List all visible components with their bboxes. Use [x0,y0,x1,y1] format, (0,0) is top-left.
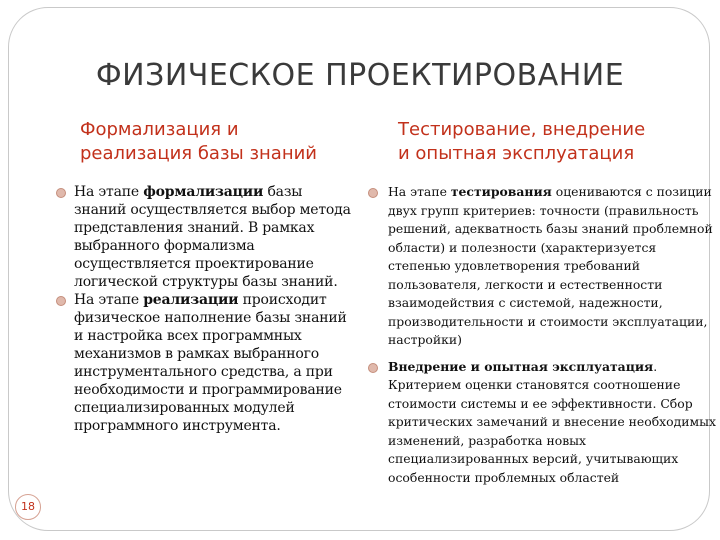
bullet-text-post: происходит физическое наполнение базы знаний и настройка всех программных механизмов в рамках выбранного инструментального средства, а при необходимости и программирование специализированных модулей программного инструмента. [74,292,347,434]
list-item [56,291,356,435]
right-heading-line1: Тестирование, внедрение [398,119,646,140]
bullet-text-post: . Критерием оценки становятся соотношение стоимости системы и ее эффективности. Сбор критических замечаний и внесение необходимых изменений, разработка новых специализированных версий, учитывающих особенности проблемных областей [388,358,717,485]
right-bullet-list [368,183,716,487]
bullet-dot-icon [368,188,378,198]
left-bullet-list [56,183,356,435]
bullet-text-post: оцениваются с позиции двух групп критериев: точности (правильность решений, адекватность базы знаний проблемной области) и полезности (характеризуется степенью удовлетворения требований пользователя, легкости и естественности взаимодействия с системой, надежности, производительности и стоимости эксплуатации, настройки) [388,184,713,347]
right-column-heading [398,118,645,166]
list-item [56,183,356,291]
bullet-dot-icon [56,188,66,198]
right-heading-line2: и опытная эксплуатация [398,143,635,164]
bullet-text-bold: Внедрение и опытная эксплуатация [388,358,654,374]
bullet-text-pre: На этапе [74,292,144,308]
list-item [368,183,716,350]
slide-title: ФИЗИЧЕСКОЕ ПРОЕКТИРОВАНИЕ [95,58,625,93]
list-item [368,358,716,488]
left-column-heading [80,118,317,166]
bullet-text-pre: На этапе [74,184,144,200]
bullet-text-pre: На этапе [388,184,451,199]
bullet-dot-icon [56,296,66,306]
left-heading-line2: реализация базы знаний [80,143,318,164]
bullet-text-bold: формализации [143,184,264,200]
bullet-text-bold: реализации [143,292,239,308]
page-number-badge: 18 [15,494,41,520]
bullet-text-post: базы знаний осуществляется выбор метода представления знаний. В рамках выбранного формализма осуществляется проектирование логической структуры базы знаний. [74,184,351,290]
bullet-text-bold: тестирования [450,184,552,199]
bullet-dot-icon [368,363,378,373]
left-heading-line1: Формализация и [80,119,239,140]
